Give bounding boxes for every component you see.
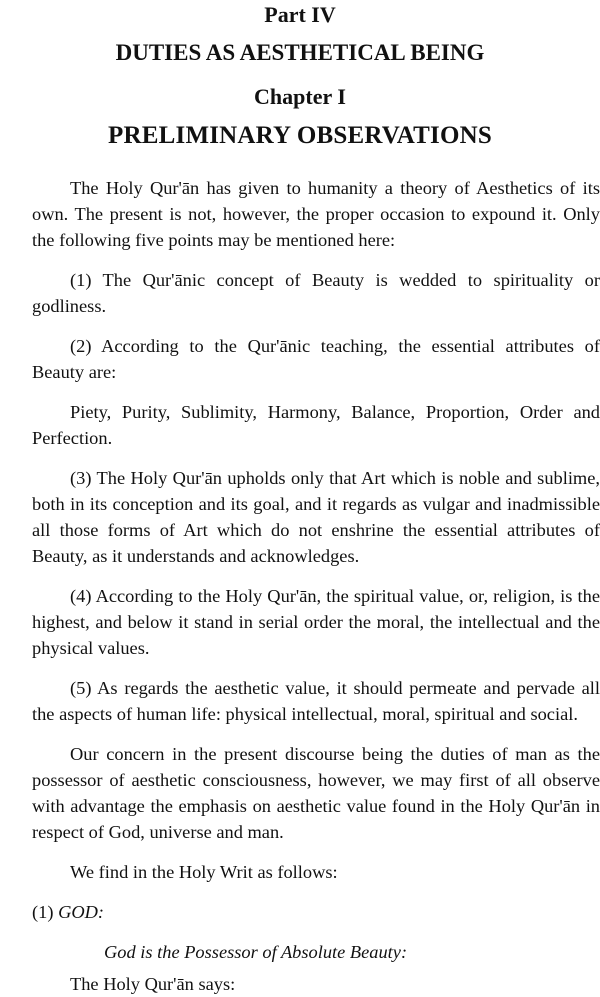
point-4-paragraph: (4) According to the Holy Qur'ān, the spiritual value, or, religion, is the highest, and below it stand in serial order the moral, the intellectual and the physical values. [32, 586, 600, 658]
god-section-heading [32, 899, 600, 925]
point-5-paragraph: (5) As regards the aesthetic value, it should permeate and pervade all the aspects of human life: physical intellectual, moral, spiritual and social. [32, 678, 600, 724]
part-title: DUTIES AS AESTHETICAL BEING [115, 40, 485, 65]
point-2-paragraph: (2) According to the Qur'ānic teaching, the essential attributes of Beauty are: [32, 336, 600, 382]
god-italic-statement: God is the Possessor of Absolute Beauty: [104, 942, 408, 962]
god-section-number: (1) [32, 902, 54, 922]
find-paragraph: We find in the Holy Writ as follows: [70, 862, 338, 882]
point-3-paragraph: (3) The Holy Qur'ān upholds only that Art which is noble and sublime, both in its conception and its goal, and it regards as vulgar and inadmissible all those forms of Art which do not enshrine the essential attributes of Beauty, as it understands and acknowledges. [32, 468, 600, 566]
intro-paragraph: The Holy Qur'ān has given to humanity a theory of Aesthetics of its own. The present is not, however, the proper occasion to expound it. Only the following five points may be mentioned here: [32, 178, 600, 250]
concern-paragraph: Our concern in the present discourse being the duties of man as the possessor of aesthetic consciousness, however, we may first of all observe with advantage the emphasis on aesthetic value found in the Holy Qur'ān in respect of God, universe and man. [32, 744, 600, 842]
attributes-paragraph: Piety, Purity, Sublimity, Harmony, Balance, Proportion, Order and Perfection. [32, 402, 600, 448]
god-section-label: GOD: [58, 902, 105, 922]
chapter-title: PRELIMINARY OBSERVATIONS [108, 122, 492, 149]
point-1-paragraph: (1) The Qur'ānic concept of Beauty is wedded to spirituality or godliness. [32, 270, 600, 316]
part-heading: Part IV [264, 2, 336, 27]
body-text [32, 175, 600, 997]
quran-says-line: The Holy Qur'ān says: [70, 974, 236, 994]
chapter-heading: Chapter I [254, 84, 346, 109]
